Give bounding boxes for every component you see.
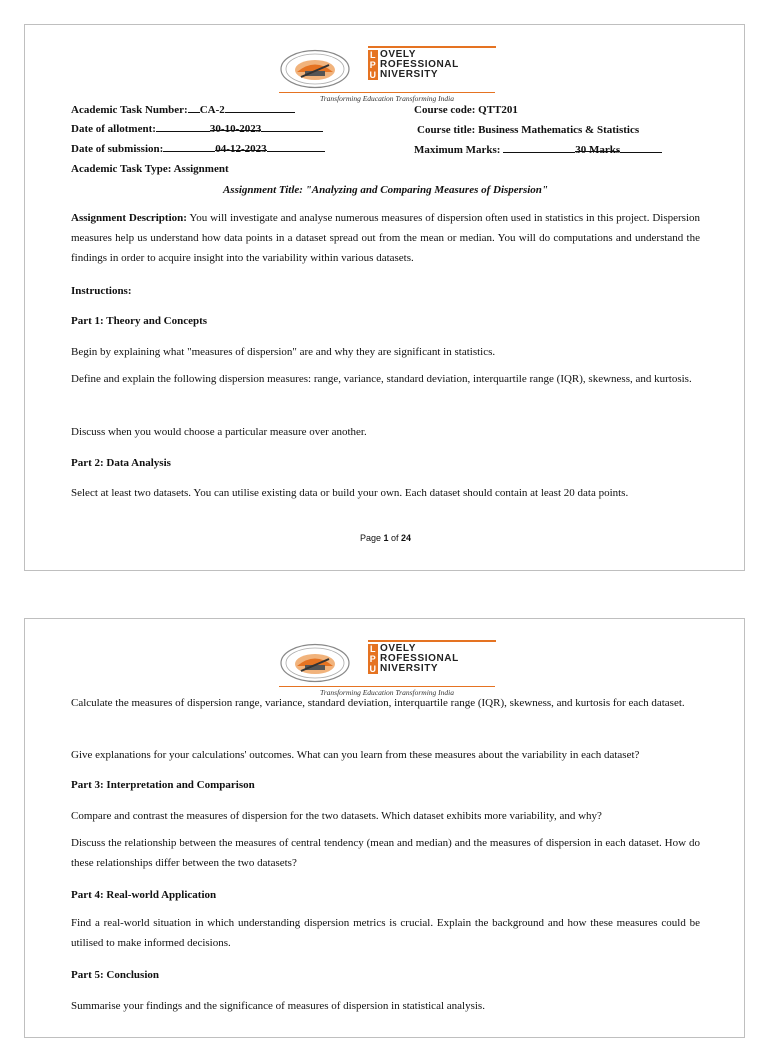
part5-heading: Part 5: Conclusion <box>71 969 159 981</box>
course-title-line: Course title: Business Mathematics & Statistics <box>417 124 640 136</box>
part1-heading: Part 1: Theory and Concepts <box>71 315 208 327</box>
logo-wordmark: L OVELY P ROFESSIONAL U NIVERSITY <box>369 643 459 674</box>
task-type-line: Academic Task Type: Assignment <box>71 163 229 175</box>
max-marks-line: Maximum Marks: 30 Marks <box>414 140 662 160</box>
part4-paragraph-1: Find a real-world situation in which understanding dispersion metrics is crucial. Explain the background and how these measures could be utilised to make informed decisions. <box>71 917 700 949</box>
part3-paragraph-2: Discuss the relationship between the measures of central tendency (mean and median) and the measures of dispersion in each dataset. How do these relationships differ between the two datasets? <box>71 837 700 869</box>
assignment-title: Assignment Title: "Analyzing and Comparing Measures of Dispersion" <box>222 184 549 196</box>
assignment-description: Assignment Description: You will investigate and analyse numerous measures of dispersion often used in statistics in this project. Dispersion measures help us understand how data points in a dataset spread out from the mean or median. You will do computations and understand the findings in order to acquire insight into the variability within various datasets. <box>71 212 701 264</box>
logo-bottom-rule <box>279 686 495 687</box>
logo-tagline: Transforming Education Transforming India <box>320 688 454 697</box>
logo-bottom-rule <box>279 92 495 93</box>
submission-line: Date of submission: 04-12-2023 <box>71 139 325 159</box>
allotment-line: Date of allotment: 30-10-2023 <box>71 119 323 139</box>
part1-paragraph-1: Begin by explaining what "measures of dispersion" are and why they are significant in statistics. <box>71 346 496 358</box>
part2-heading: Part 2: Data Analysis <box>71 457 171 469</box>
part5-paragraph-1: Summarise your findings and the significance of measures of dispersion in statistical analysis. <box>71 1000 485 1012</box>
task-number-line: Academic Task Number: CA-2 <box>71 100 295 120</box>
document-page-2 <box>24 618 745 1038</box>
university-seal-icon <box>279 49 351 89</box>
part3-heading: Part 3: Interpretation and Comparison <box>71 779 255 791</box>
page-number: Page 1 of 24 <box>359 533 412 543</box>
university-seal-icon <box>279 643 351 683</box>
course-code-line: Course code: QTT201 <box>414 104 518 116</box>
university-logo <box>279 49 495 103</box>
logo-top-rule <box>368 46 496 48</box>
page2-paragraph-2: Give explanations for your calculations' outcomes. What can you learn from these measures about the variability in each dataset? <box>71 749 640 761</box>
university-logo <box>279 643 495 697</box>
document-page-1 <box>24 24 745 571</box>
part2-paragraph-1: Select at least two datasets. You can utilise existing data or build your own. Each dataset should contain at least 20 data points. <box>71 487 629 499</box>
logo-top-rule <box>368 640 496 642</box>
logo-tagline: Transforming Education Transforming India <box>320 94 454 103</box>
logo-wordmark: L OVELY P ROFESSIONAL U NIVERSITY <box>369 49 459 80</box>
part4-heading: Part 4: Real-world Application <box>71 889 217 901</box>
part1-paragraph-2: Define and explain the following dispersion measures: range, variance, standard deviation, interquartile range (IQR), skewness, and kurtosis. <box>71 373 692 385</box>
part3-paragraph-1: Compare and contrast the measures of dispersion for the two datasets. Which dataset exhibits more variability, and why? <box>71 810 602 822</box>
instructions-heading: Instructions: <box>71 285 132 297</box>
page2-paragraph-1: Calculate the measures of dispersion range, variance, standard deviation, interquartile range (IQR), skewness, and kurtosis for each dataset. <box>71 697 685 709</box>
part1-paragraph-3: Discuss when you would choose a particular measure over another. <box>71 426 367 438</box>
